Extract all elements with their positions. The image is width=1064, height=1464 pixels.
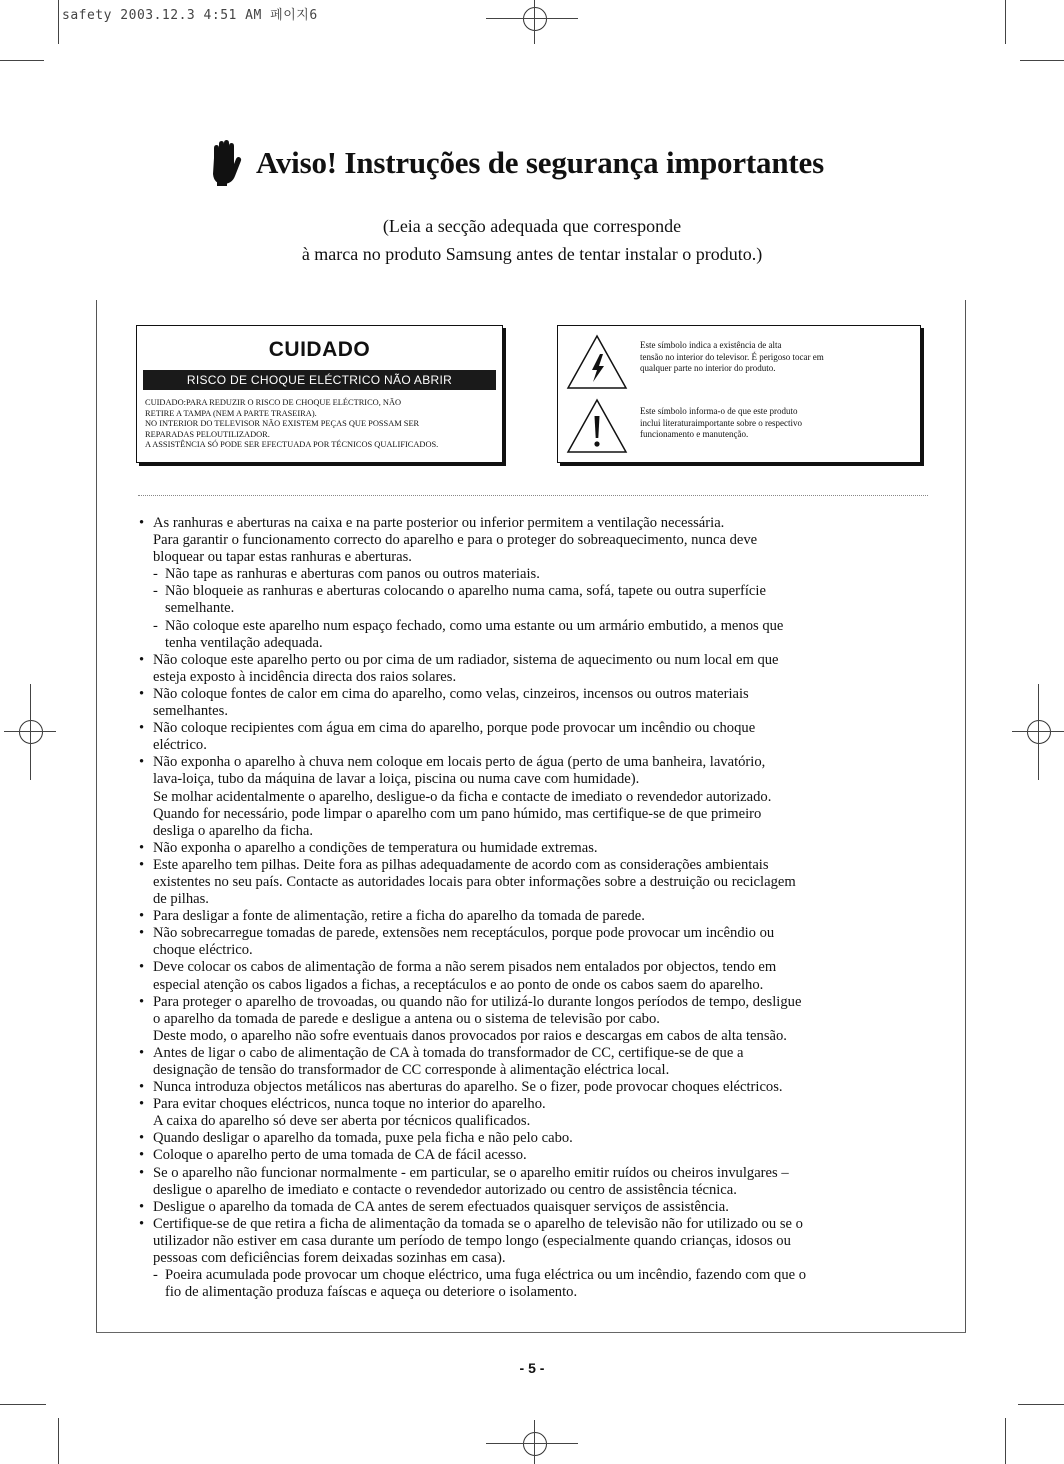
bullet-text: Desligue o aparelho da tomada de CA antes de serem efectuados quaisquer serviços de assistência. [153,1198,729,1215]
bullet-item [138,840,938,857]
registration-target-left [19,720,43,744]
stop-hand-icon [208,140,242,186]
sub-item [138,618,938,635]
sub-item-continuation [138,600,938,617]
print-header-stamp: safety 2003.12.3 4:51 AM 페이지6 [62,8,318,23]
bullet-continuation: A caixa do aparelho só deve ser aberta por técnicos qualificados. [153,1113,531,1130]
bullet-dot: • [139,1079,145,1096]
bullet-dot: • [139,925,145,942]
bullet-text: Não exponha o aparelho a condições de temperatura ou humidade extremas. [153,839,598,856]
bullet-item [138,857,938,874]
caution-banner: RISCO DE CHOQUE ELÉCTRICO NÃO ABRIR [143,370,496,390]
sub-item-text: semelhante. [165,600,235,617]
bullet-continuation: utilizador não estiver em casa durante um período de tempo longo (especialmente quando crianças, idosos ou [153,1232,791,1249]
bullet-continuation: semelhantes. [153,703,228,720]
sub-item-text: fio de alimentação produza faíscas e aqueça ou deteriore o isolamento. [165,1284,578,1301]
bullet-dot: • [139,856,145,873]
lightning-text-line: tensão no interior do televisor. É perigoso tocar em [640,351,824,362]
bullet-text: Antes de ligar o cabo de alimentação de CA à tomada do transformador de CC, certifique-se de que a [153,1044,744,1061]
crop-mark-top-right-v [1005,0,1006,44]
bullet-item [138,754,938,771]
bullet-text: Não exponha o aparelho à chuva nem coloque em locais perto de água (perto de uma banheira, lavatório, [153,754,766,771]
bullet-dot: • [139,959,145,976]
bullet-continuation: pessoas com deficiências forem deixadas sozinhas em casa). [153,1250,506,1267]
bullet-continuation: Para garantir o funcionamento correcto do aparelho e para o proteger do sobreaquecimento, nunca deve [153,532,758,549]
bullet-continuation: designação de tensão do transformador de CC corresponde à alimentação eléctrica local. [153,1062,670,1078]
exclamation-text-line: inclui literaturaimportante sobre o respectivo [640,417,802,428]
bullet-text: As ranhuras e aberturas na caixa e na parte posterior ou inferior permitem a ventilação necessária. [153,515,725,531]
bullet-text: Deve colocar os cabos de alimentação de forma a não serem pisados nem entalados por objectos, tendo em [153,959,777,976]
crop-mark-bottom-left-v [58,1418,59,1464]
symbols-explanation-box [557,325,921,463]
bullet-dot: • [139,754,145,771]
bullet-dot: • [139,1130,145,1147]
bullet-continuation: de pilhas. [153,891,209,908]
page-number: - 5 - [519,1360,545,1376]
caution-line: RETIRE A TAMPA (NEM A PARTE TRASEIRA). [145,408,317,418]
registration-target-top [523,7,547,31]
bullet-dot: • [139,651,145,668]
caution-line: CUIDADO:PARA REDUZIR O RISCO DE CHOQUE ELÉCTRICO, NÃO [145,398,402,407]
bullet-text: Para proteger o aparelho de trovoadas, ou quando não for utilizá-lo durante longos períodos de tempo, desligue [153,993,802,1010]
bullet-item [138,686,938,703]
registration-target-bottom-h [486,1443,578,1444]
registration-target-top-h [486,18,578,19]
bullet-text: Se o aparelho não funcionar normalmente - em particular, se o aparelho emitir ruídos ou cheiros invulgares – [153,1164,789,1181]
sub-item-dash: - [153,1267,158,1284]
bullet-dot: • [139,908,145,925]
registration-target-left-v [30,684,31,780]
bullet-text: Certifique-se de que retira a ficha de alimentação da tomada se o aparelho de televisão não for utilizado ou se o [153,1215,803,1232]
crop-mark-bottom-right-h [1018,1404,1064,1405]
bullet-dot: • [139,993,145,1010]
caution-label-box [136,325,503,463]
bullet-item [138,1199,938,1216]
lightning-text-line: Este símbolo indica a existência de alta [640,340,782,350]
bullet-text: Para desligar a fonte de alimentação, retire a ficha do aparelho da tomada de parede. [153,908,645,925]
bullet-item [138,515,938,532]
crop-mark-top-left-v [58,0,59,44]
bullet-continuation: eléctrico. [153,737,207,754]
sub-item-dash: - [153,566,158,583]
bullet-continuation: Deste modo, o aparelho não sofre eventuais danos provocados por raios e descargas em cabos de alta tensão. [153,1027,787,1044]
bullet-text: Coloque o aparelho perto de uma tomada de CA de fácil acesso. [153,1147,527,1164]
left-margin-rule [96,300,97,1332]
bullet-text: Este aparelho tem pilhas. Deite fora as pilhas adequadamente de acordo com as considerações ambientais [153,856,769,873]
page-title: Aviso! Instruções de segurança importantes [256,145,824,180]
caution-line: REPARADAS PELOUTILIZADOR. [145,429,270,439]
crop-mark-top-left-h [0,60,44,61]
bullet-item [138,1165,938,1182]
safety-instructions-list [138,515,938,1301]
sub-item-text: Não bloqueie as ranhuras e aberturas colocando o aparelho numa cama, sofá, tapete ou outra superfície [165,583,766,600]
bullet-item [138,652,938,669]
bullet-item [138,1096,938,1113]
title-row [208,140,824,186]
bullet-continuation: Quando for necessário, pode limpar o aparelho com um pano húmido, mas certifique-se de que primeiro [153,805,762,822]
registration-target-bottom-v [534,1420,535,1464]
bullet-continuation: esteja exposto à incidência directa dos raios solares. [153,668,457,685]
bullet-item [138,1216,938,1233]
bullet-dot: • [139,1164,145,1181]
right-margin-rule [965,300,966,1332]
bullet-item [138,908,938,925]
exclamation-symbol-text [640,406,912,441]
exclamation-text-line: Este símbolo informa-o de que este produto [640,406,798,416]
bullet-dot: • [139,839,145,856]
bullet-text: Nunca introduza objectos metálicos nas aberturas do aparelho. Se o fizer, pode provocar choques eléctricos. [153,1079,783,1096]
bullet-item [138,720,938,737]
bullet-item [138,925,938,942]
registration-target-right-v [1038,684,1039,780]
bullet-item [138,1147,938,1164]
bullet-dot: • [139,685,145,702]
crop-mark-bottom-right-v [1005,1418,1006,1464]
caution-line: NO INTERIOR DO TELEVISOR NÃO EXISTEM PEÇAS QUE POSSAM SER [145,419,420,429]
bullet-item [138,959,938,976]
caution-text [145,398,502,451]
bullet-dot: • [139,1096,145,1113]
bullet-dot: • [139,1147,145,1164]
sub-item [138,566,938,583]
bullet-dot: • [139,1198,145,1215]
bullet-item [138,1045,938,1062]
bottom-rule [96,1332,966,1333]
caution-line: A ASSISTÊNCIA SÓ PODE SER EFECTUADA POR TÉCNICOS QUALIFICADOS. [145,440,439,450]
sub-item-continuation [138,1284,938,1301]
bullet-text: Não coloque este aparelho perto ou por cima de um radiador, sistema de aquecimento ou num local em que [153,651,779,668]
lightning-symbol-text [640,340,912,375]
sub-item-text: tenha ventilação adequada. [165,634,323,651]
bullet-text: Não coloque fontes de calor em cima do aparelho, como velas, cinzeiros, incensos ou outros materiais [153,685,749,702]
lightning-text-line: qualquer parte no interior do produto. [640,363,776,373]
bullet-continuation: especial atenção os cabos ligados a fichas, a receptáculos e ao ponto de onde os cabos saem do aparelho. [153,976,764,993]
bullet-text: Quando desligar o aparelho da tomada, puxe pela ficha e não pelo cabo. [153,1130,573,1147]
sub-item-continuation [138,635,938,652]
subtitle-line-2: à marca no produto Samsung antes de tentar instalar o produto.) [301,244,763,264]
registration-target-right [1027,720,1051,744]
registration-target-top-v [534,0,535,44]
bullet-dot: • [139,720,145,737]
bullet-text: Não coloque recipientes com água em cima do aparelho, porque pode provocar um incêndio ou choque [153,720,756,737]
bullet-continuation: desliga o aparelho da ficha. [153,822,314,839]
bullet-text: Para evitar choques eléctricos, nunca toque no interior do aparelho. [153,1096,546,1113]
subtitle-line-1: (Leia a secção adequada que corresponde [382,216,682,236]
crop-mark-bottom-left-h [0,1404,46,1405]
sub-item-text: Poeira acumulada pode provocar um choque eléctrico, uma fuga eléctrica ou um incêndio, fazendo com que o [165,1267,807,1284]
bullet-dot: • [139,1215,145,1232]
bullet-continuation: existentes no seu país. Contacte as autoridades locais para obter informações sobre a destruição ou reciclagem [153,873,796,890]
dotted-separator [138,495,928,496]
exclamation-warning-icon [566,398,628,454]
bullet-dot: • [139,515,145,531]
registration-target-bottom [523,1432,547,1456]
bullet-item [138,994,938,1011]
crop-mark-top-right-h [1020,60,1064,61]
sub-item [138,583,938,600]
bullet-dot: • [139,1044,145,1061]
caution-heading: CUIDADO [268,338,371,361]
lightning-warning-icon [566,334,628,390]
sub-item [138,1267,938,1284]
exclamation-text-line: funcionamento e manutenção. [640,429,749,439]
bullet-continuation: lava-loiça, tubo da máquina de lavar a loiça, piscina ou numa cave com humidade). [153,771,640,788]
bullet-continuation: choque eléctrico. [153,942,253,959]
sub-item-text: Não coloque este aparelho num espaço fechado, como uma estante ou um armário embutido, a menos que [165,617,784,634]
subtitle [0,212,1064,268]
bullet-text: Não sobrecarregue tomadas de parede, extensões nem receptáculos, porque pode provocar um incêndio ou [153,925,775,942]
sub-item-text: Não tape as ranhuras e aberturas com panos ou outros materiais. [165,566,540,583]
bullet-continuation: o aparelho da tomada de parede e desligue a antena ou o sistema de televisão por cabo. [153,1010,660,1027]
sub-item-dash: - [153,583,158,600]
sub-item-dash: - [153,617,158,634]
bullet-continuation: Se molhar acidentalmente o aparelho, desligue-o da ficha e contacte de imediato o revendedor autorizado. [153,788,772,805]
bullet-item [138,1079,938,1096]
bullet-continuation: bloquear ou tapar estas ranhuras e aberturas. [153,549,412,566]
bullet-continuation: desligue o aparelho de imediato e contacte o revendedor autorizado ou centro de assistência técnica. [153,1181,737,1198]
bullet-item [138,1130,938,1147]
